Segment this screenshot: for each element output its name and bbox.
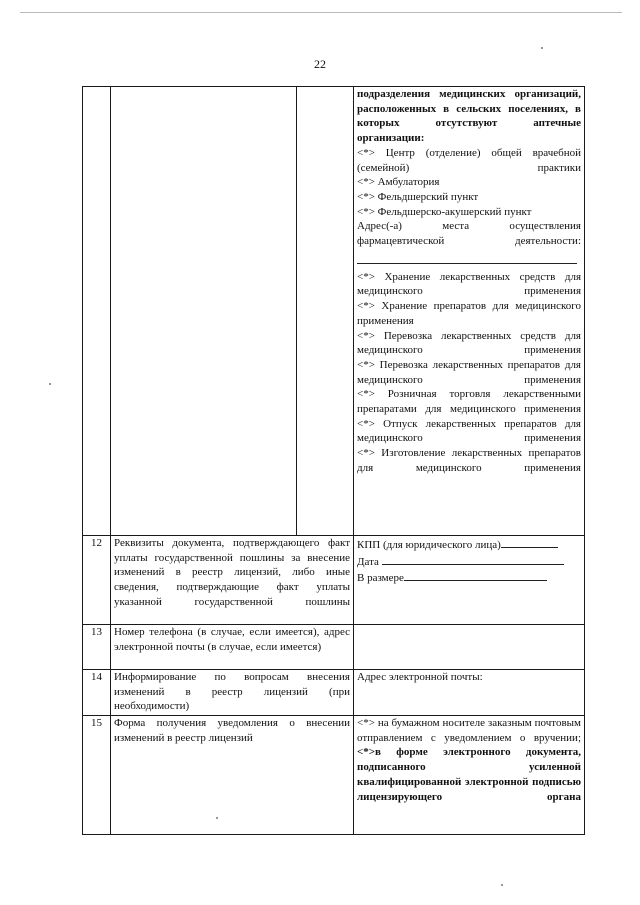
row-description: Информирование по вопросам внесения изменений в реестр лицензий (при необходимости) [111, 670, 354, 716]
rural-subdivisions-heading: подразделения медицинских организаций, расположенных в сельских поселениях, в которых отсутствуют аптечные организации: [357, 88, 581, 145]
option-storage-medicines[interactable]: <*> Хранение лекарственных средств для медицинского применения [357, 270, 581, 298]
row-number: 13 [83, 625, 111, 670]
table-row-15 [83, 716, 585, 835]
option-retail-trade[interactable]: <*> Розничная торговля лекарственными препаратами для медицинского применения [357, 388, 581, 416]
contact-value-field[interactable] [354, 625, 585, 670]
date-field[interactable] [357, 553, 581, 570]
notification-form-options [354, 716, 585, 835]
row-number: 14 [83, 670, 111, 716]
date-label: Дата [357, 555, 379, 568]
table-row-14 [83, 670, 585, 716]
table-row-continued [83, 87, 585, 536]
pharmacy-address-field[interactable] [357, 263, 577, 264]
option-ambulatory[interactable]: <*> Амбулатория [357, 176, 440, 189]
row-description: Форма получения уведомления о внесении изменений в реестр лицензий [111, 716, 354, 835]
scan-speck [541, 47, 543, 49]
row-number: 15 [83, 716, 111, 835]
kpp-field[interactable] [357, 536, 581, 553]
option-transport-medicines[interactable]: <*> Перевозка лекарственных средств для медицинского применения [357, 329, 581, 357]
amount-label: В размере [357, 572, 404, 585]
row-description-cell [111, 87, 297, 536]
option-manufacturing[interactable]: <*> Изготовление лекарственных препаратов для медицинского применения [357, 447, 581, 474]
row-number-cell [83, 87, 111, 536]
email-field[interactable]: Адрес электронной почты: [354, 670, 585, 716]
pharmacy-address-label: Адрес(-а) места осуществления фармацевтической деятельности: [357, 220, 581, 248]
option-storage-preparations[interactable]: <*> Хранение препаратов для медицинского применения [357, 300, 581, 327]
option-dispensing[interactable]: <*> Отпуск лекарственных препаратов для медицинского применения [357, 417, 581, 445]
option-general-practice-center[interactable]: <*> Центр (отделение) общей врачебной (семейной) практики [357, 146, 581, 174]
row-description: Номер телефона (в случае, если имеется), адрес электронной почты (в случае, если имеется) [111, 625, 354, 670]
row-number: 12 [83, 536, 111, 625]
licensed-activity-details [354, 87, 585, 536]
option-paper-mail[interactable]: <*> на бумажном носителе заказным почтовым отправлением с уведомлением о вручении; [357, 717, 581, 744]
scan-speck [49, 383, 51, 385]
option-feldsher-obstetric-point[interactable]: <*> Фельдшерско-акушерский пункт [357, 205, 532, 218]
amount-field[interactable] [357, 569, 581, 586]
option-feldsher-point[interactable]: <*> Фельдшерский пункт [357, 190, 479, 203]
application-form-table [82, 86, 585, 835]
kpp-label: КПП (для юридического лица) [357, 539, 501, 551]
option-transport-preparations[interactable]: <*> Перевозка лекарственных препаратов для медицинского применения [357, 358, 581, 386]
row-empty-cell [297, 87, 354, 536]
top-rule [20, 12, 622, 13]
payment-details-cell [354, 536, 585, 625]
row-description: Реквизиты документа, подтверждающего факт уплаты государственной пошлины за внесение изменений в реестр лицензий, либо иные сведения, подтверждающие факт уплаты указанной государственной пошлины [111, 536, 354, 625]
option-electronic-document[interactable]: <*>в форме электронного документа, подписанного усиленной квалифицированной электронной подписью лицензирующего органа [357, 746, 581, 803]
table-row-13 [83, 625, 585, 670]
scan-speck [501, 884, 503, 886]
page-number: 22 [314, 57, 326, 71]
table-row-12 [83, 536, 585, 625]
